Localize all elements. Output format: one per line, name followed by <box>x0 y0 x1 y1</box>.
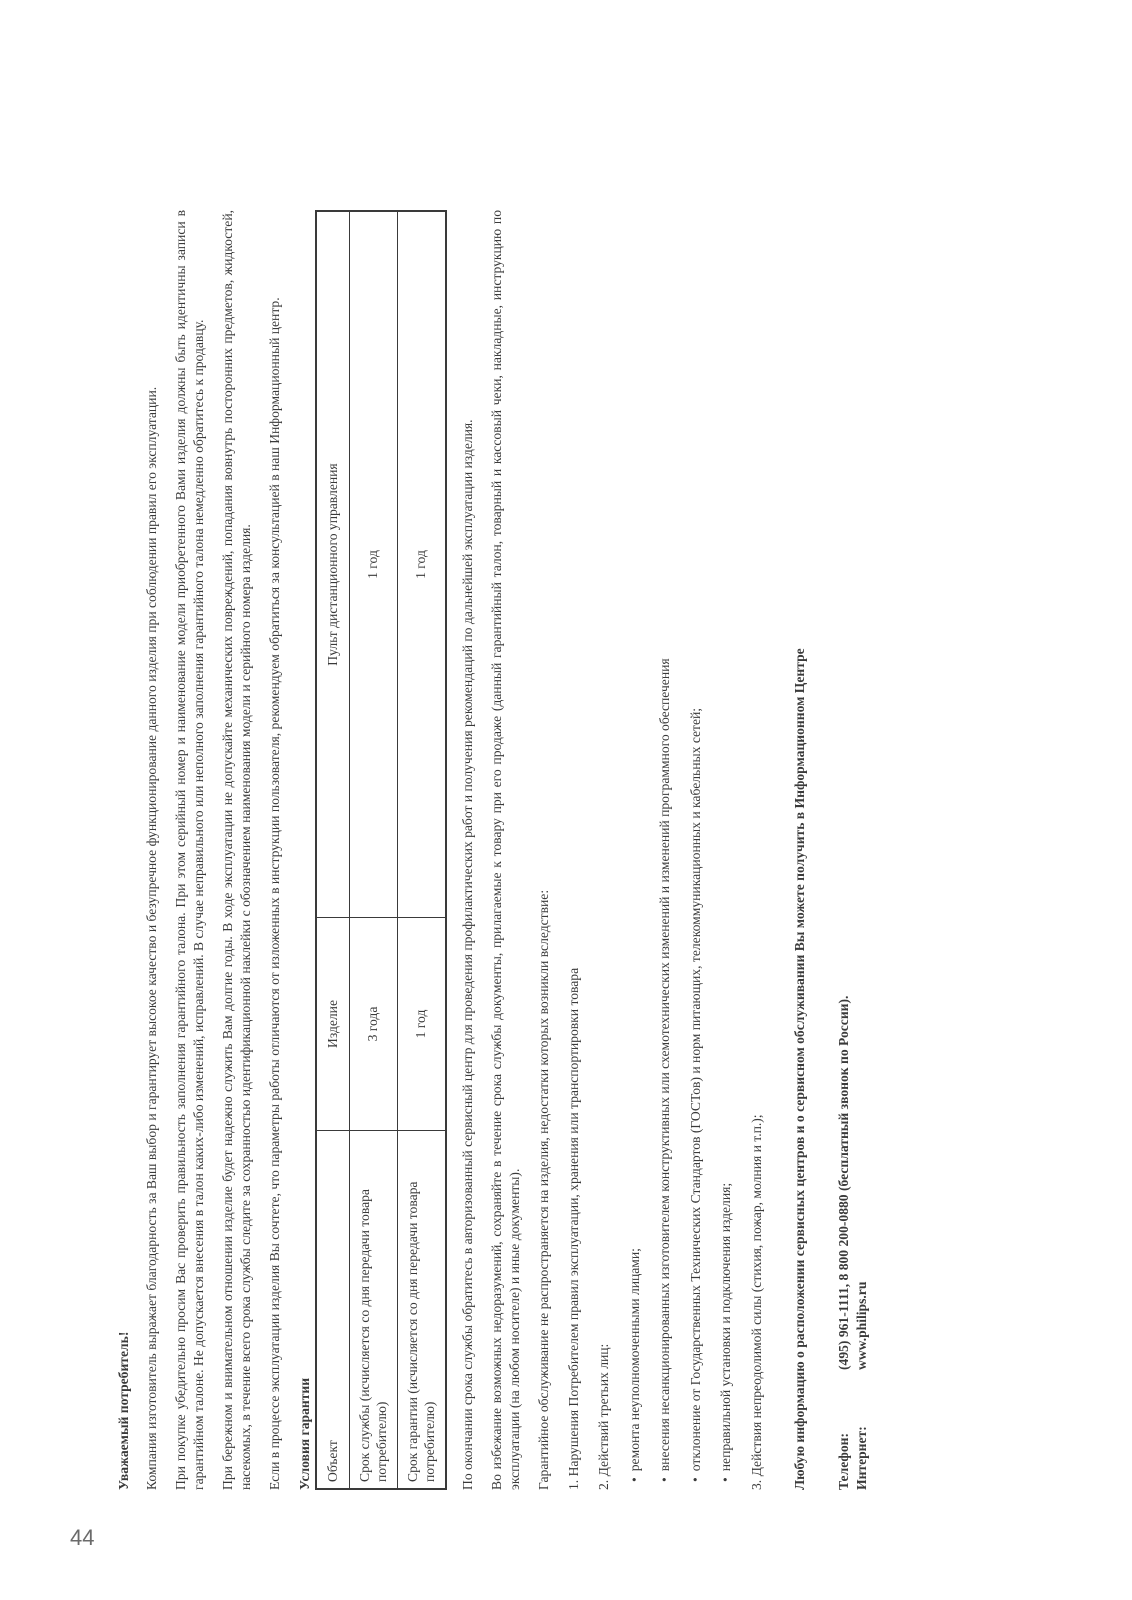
paragraph: При бережном и внимательном отношении изделие будет надежно служить Вам долгие годы. В ходе эксплуатации не допускайте механических повреждений, попадания вовнутрь посторонних предметов, жидкостей, насекомых, в течение всего срока службы следите за сохранностью идентификационной наклейки с обозначением наименования модели и серийного номера изделия. <box>220 210 253 1490</box>
table-cell: Срок гарантии (исчисляется со дня передачи товара потребителю) <box>397 1131 446 1490</box>
page-number: 44 <box>70 1525 95 1550</box>
web-label: Интернет: <box>853 1426 869 1490</box>
web-link[interactable]: www.philips.ru <box>853 1281 869 1370</box>
bullet-icon: • <box>718 1477 733 1482</box>
table-cell: Срок службы (исчисляется со дня передачи товара потребителю) <box>349 1131 397 1490</box>
condition-bullet <box>626 210 644 1482</box>
paragraph: Гарантийное обслуживание не распространяется на изделия, недостатки которых возникли вследствие: <box>536 889 551 1490</box>
bullet-text: отклонение от Государственных Технических Стандартов (ГОСТов) и норм питающих, телекоммуникационных и кабельных сетей; <box>687 707 703 1472</box>
table-header-cell: Изделие <box>316 918 349 1131</box>
condition-item: 2. Действий третьих лиц: <box>596 1343 611 1490</box>
bullet-text: неправильной установки и подключения изделия; <box>718 1182 733 1472</box>
condition-bullet <box>687 210 705 1482</box>
paragraph: Компания изготовитель выражает благодарность за Ваш выбор и гарантирует высокое качество и безупречное функционирование данного изделия при соблюдении правил его эксплуатации. <box>143 386 159 1490</box>
table-cell: 1 год <box>397 918 446 1131</box>
warranty-title: Условия гарантии <box>296 1377 312 1490</box>
condition-item: 1. Нарушения Потребителем правил эксплуатации, хранения или транспортировки товара <box>565 967 581 1490</box>
table-row <box>397 211 446 1489</box>
paragraph: По окончании срока службы обратитесь в авторизованный сервисный центр для проведения профилактических работ и получения рекомендаций по дальнейшей эксплуатации изделия. <box>459 419 475 1490</box>
paragraph: Если в процессе эксплуатации изделия Вы сочтете, что параметры работы отличаются от изложенных в инструкции пользователя, рекомендуем обратиться за консультацией в наш Информационный центр. <box>267 297 282 1490</box>
table-header-row <box>316 211 349 1489</box>
web-row <box>853 210 871 1490</box>
condition-bullet <box>717 210 735 1482</box>
table-cell: 3 года <box>349 918 397 1131</box>
paragraph: При покупке убедительно просим Вас проверить правильность заполнения гарантийного талона. При этом серийный номер и наименование модели приобретенного Вами изделия должны быть идентичны записи в гарантийном талоне. Не допускается внесения в талон каких-либо изменений, исправлений. В случае неправильного или неполного заполнения гарантийного талона немедленно обратитесь к продавцу. <box>173 210 206 1490</box>
greeting: Уважаемый потребитель! <box>116 1331 131 1490</box>
table-row <box>349 211 397 1489</box>
phone-row <box>835 210 853 1490</box>
phone-value: (495) 961-1111, 8 800 200-0880 (бесплатный звонок по России). <box>835 995 851 1370</box>
table-header-cell: Объект <box>316 1131 349 1490</box>
bullet-icon: • <box>687 1477 703 1482</box>
bullet-icon: • <box>626 1477 642 1482</box>
condition-item: 3. Действия непреодолимой силы (стихия, пожар, молния и т.п.); <box>748 1114 764 1490</box>
bullet-text: внесения несанкционированных изготовителем конструктивных или схемотехнических изменений и изменений программного обеспечения <box>657 658 672 1472</box>
condition-bullet <box>656 210 674 1482</box>
bullet-icon: • <box>657 1477 672 1482</box>
info-center-note: Любую информацию о расположении сервисных центров и о сервисном обслуживании Вы можете получить в Информационном Центре <box>792 648 807 1490</box>
table-cell: 1 год <box>349 211 397 918</box>
table-cell: 1 год <box>397 211 446 918</box>
warranty-table <box>315 210 447 1490</box>
phone-label: Телефон: <box>835 1433 851 1490</box>
contacts <box>835 210 871 1490</box>
table-header-cell: Пульт дистанционного управления <box>316 211 349 918</box>
bullet-text: ремонта неуполномоченными лицами; <box>626 1248 642 1472</box>
paragraph: Во избежание возможных недоразумений, сохраняйте в течение срока службы документы, прилагаемые к товару при его продаже (данный гарантийный талон, товарный и кассовый чеки, накладные, инструкцию по эксплуатации (на любом носителе) и иные документы). <box>489 210 522 1490</box>
warranty-document <box>115 210 871 1490</box>
